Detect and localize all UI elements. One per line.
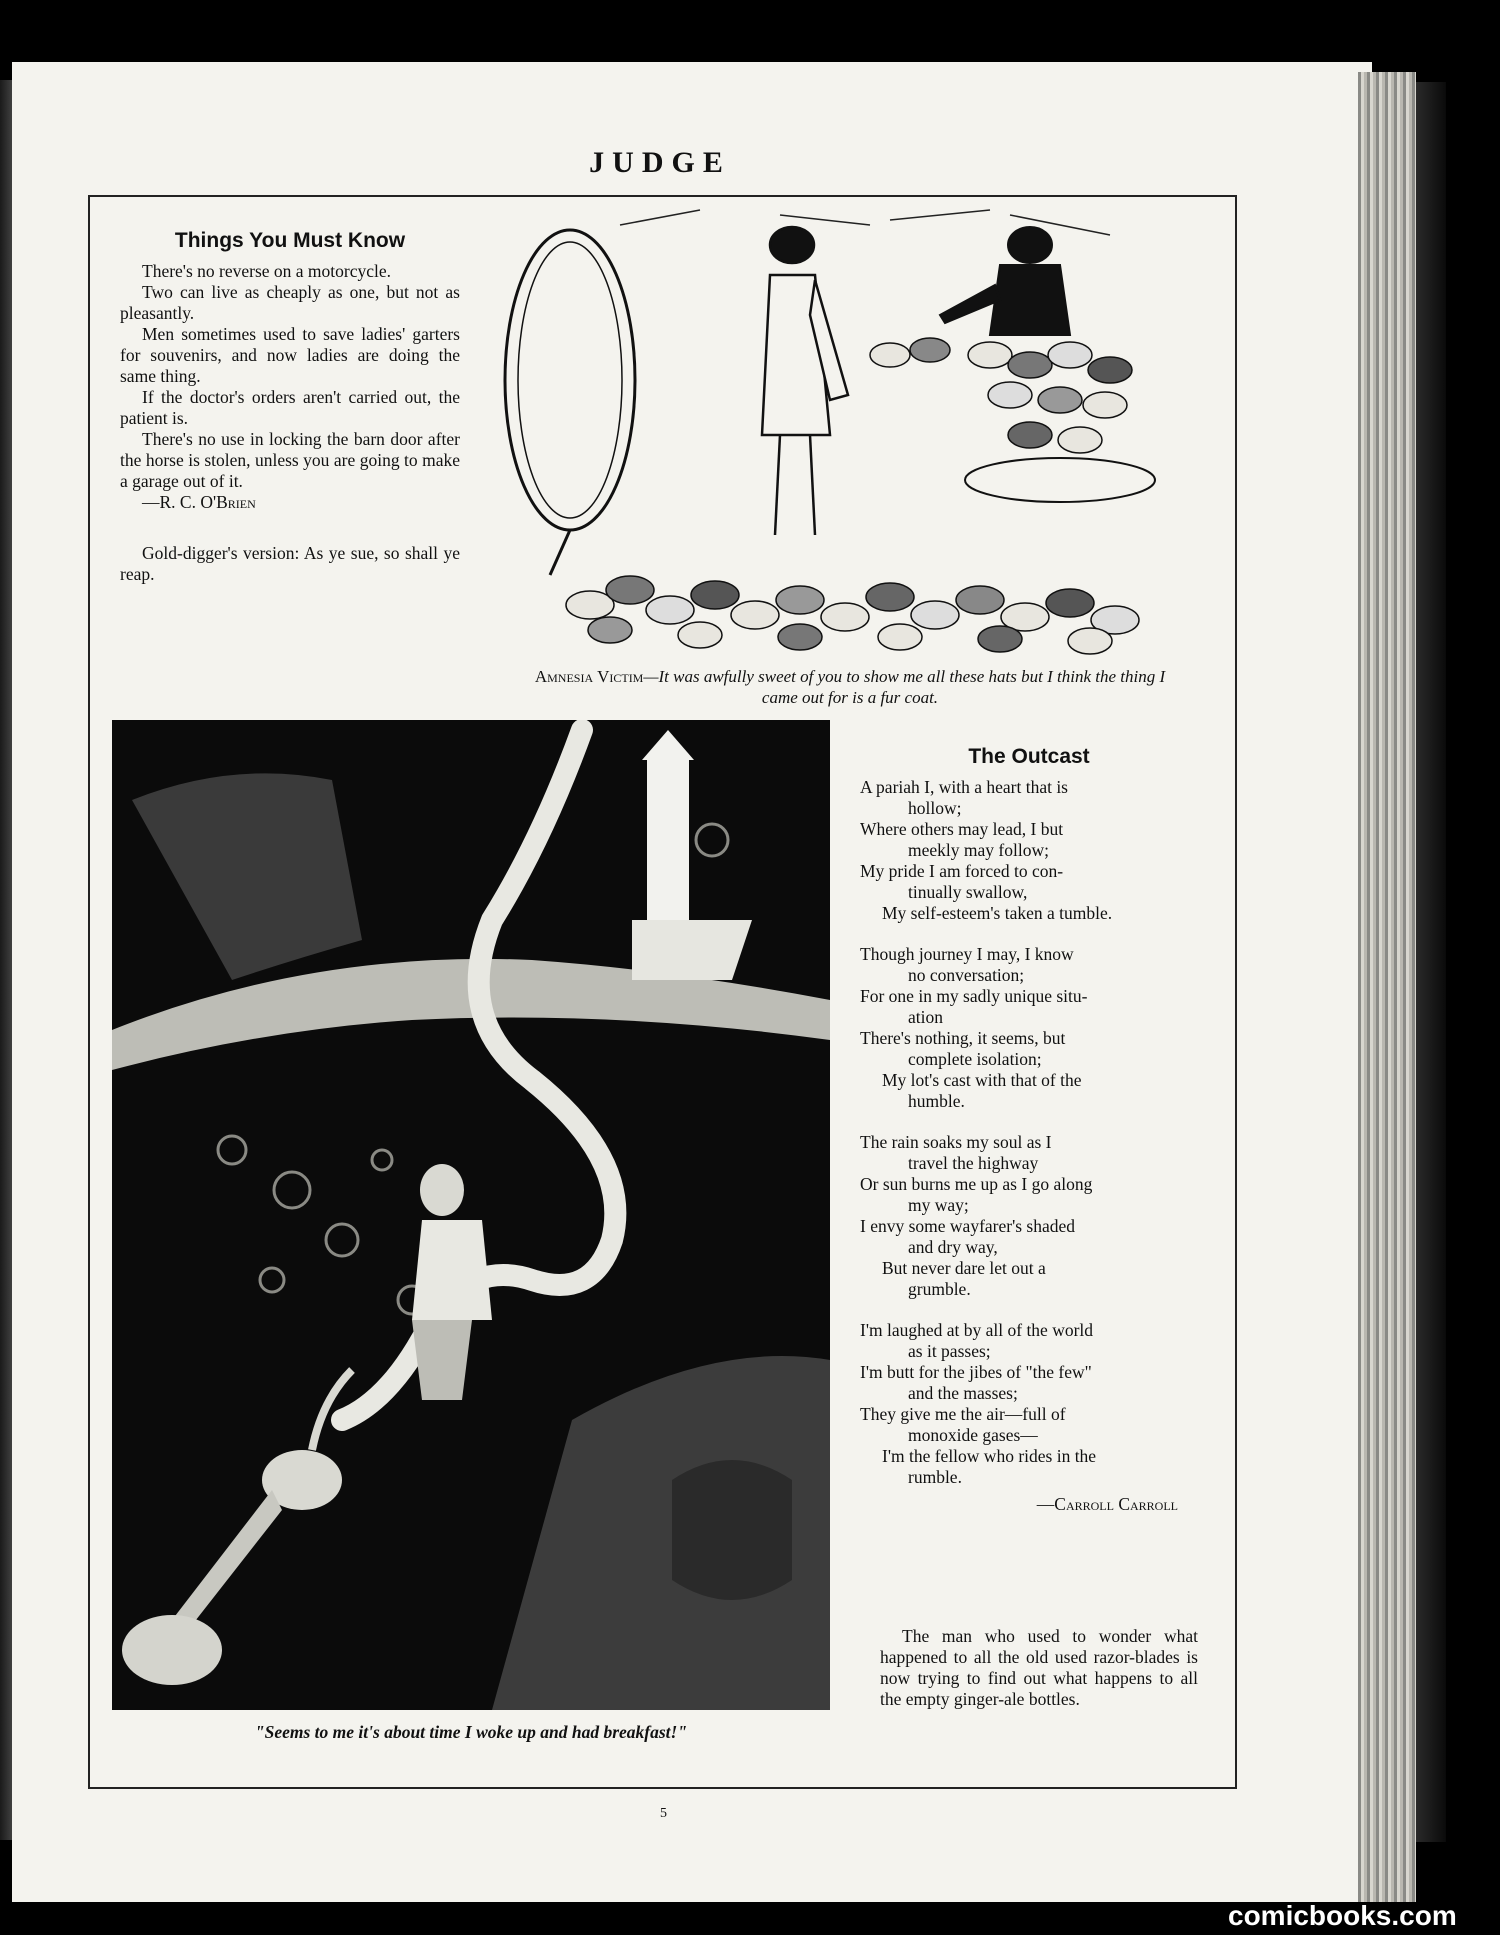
things-you-must-know [120,230,460,585]
poem-signature: —Carroll Carroll [1036,1494,1178,1514]
paragraph: There's no reverse on a motorcycle. [142,261,392,281]
page-edges [1358,72,1416,1902]
tower [647,760,689,920]
poem-line: and dry way, [908,1237,998,1257]
poem-line: I'm the fellow who rides in the [882,1446,1097,1466]
book-cover-edge [1416,82,1446,1842]
hat-clerk [940,227,1070,335]
paragraph: If the doctor's orders aren't carried out, the patient is. [120,387,460,428]
article-title: Things You Must Know [174,229,406,252]
the-outcast-poem [860,746,1198,1515]
poem-line: grumble. [908,1279,971,1299]
poem-line: humble. [908,1091,965,1111]
smoke-puff [122,1615,222,1685]
poem-line: travel the highway [908,1153,1039,1173]
poem-line: But never dare let out a [882,1258,1046,1278]
stanza [860,777,1198,924]
poem-line: My self-esteem's taken a tumble. [882,903,1113,923]
poem-line: For one in my sadly unique situ- [860,986,1088,1006]
poem-line: complete isolation; [908,1049,1042,1069]
masthead: JUDGE [589,146,731,179]
poem-line: meekly may follow; [908,840,1049,860]
mirror [505,230,635,530]
poem-line: Or sun burns me up as I go along [860,1174,1093,1194]
poem-line: Though journey I may, I know [860,944,1074,964]
stanza [860,944,1198,1112]
poem-line: monoxide gases— [908,1425,1038,1445]
poem-line: tinually swallow, [908,882,1028,902]
signature: —R. C. O'Brien [142,492,256,512]
gold-digger-joke: Gold-digger's version: As ye sue, so shall ye reap. [120,543,460,584]
caption-speaker: Amnesia Victim [534,667,644,686]
poem-line: Where others may lead, I but [860,819,1064,839]
poem-line: I'm butt for the jibes of "the few" [860,1362,1092,1382]
poem-line: I'm laughed at by all of the world [860,1320,1094,1340]
dream-cartoon [112,720,830,1710]
poem-line: rumble. [908,1467,962,1487]
poem-line: My pride I am forced to con- [860,861,1064,881]
poem-line: hollow; [908,798,962,818]
dream-cartoon-caption: "Seems to me it's about time I woke up and had breakfast!" [254,1722,688,1742]
poem-line: The rain soaks my soul as I [860,1132,1052,1152]
poem-line: My lot's cast with that of the [882,1070,1082,1090]
caption-text: —It was awfully sweet of you to show me all these hats but I think the thing I came out for is a fur coat. [643,667,1166,707]
poem-line: A pariah I, with a heart that is [860,777,1068,797]
hat-cartoon [470,205,1195,665]
round-table [965,458,1155,502]
paragraph: There's no use in locking the barn door after the horse is stolen, unless you are going to make a garage out of it. [120,429,460,491]
stanza [860,1320,1198,1488]
hat-cartoon-caption [520,666,1180,708]
poem-line: as it passes; [908,1341,991,1361]
poem-title: The Outcast [968,745,1090,768]
woman-in-coat [762,227,848,535]
stanza [860,1132,1198,1300]
poem-line: my way; [908,1195,969,1215]
paragraph: Two can live as cheaply as one, but not as pleasantly. [120,282,460,323]
poem-line: They give me the air—full of [860,1404,1066,1424]
poem-line: and the masses; [908,1383,1018,1403]
poem-line: I envy some wayfarer's shaded [860,1216,1076,1236]
poem-line: ation [908,1007,943,1027]
poem-line: There's nothing, it seems, but [860,1028,1066,1048]
poem-line: no conversation; [908,965,1025,985]
paragraph: Men sometimes used to save ladies' garters for souvenirs, and now ladies are doing the same thing. [120,324,460,386]
page-number: 5 [660,1806,667,1821]
watermark: comicbooks.com [1228,1900,1457,1931]
razor-blade-joke: The man who used to wonder what happened to all the old used razor-blades is now trying to find out what happens to all the empty ginger-ale bottles. [880,1626,1198,1709]
